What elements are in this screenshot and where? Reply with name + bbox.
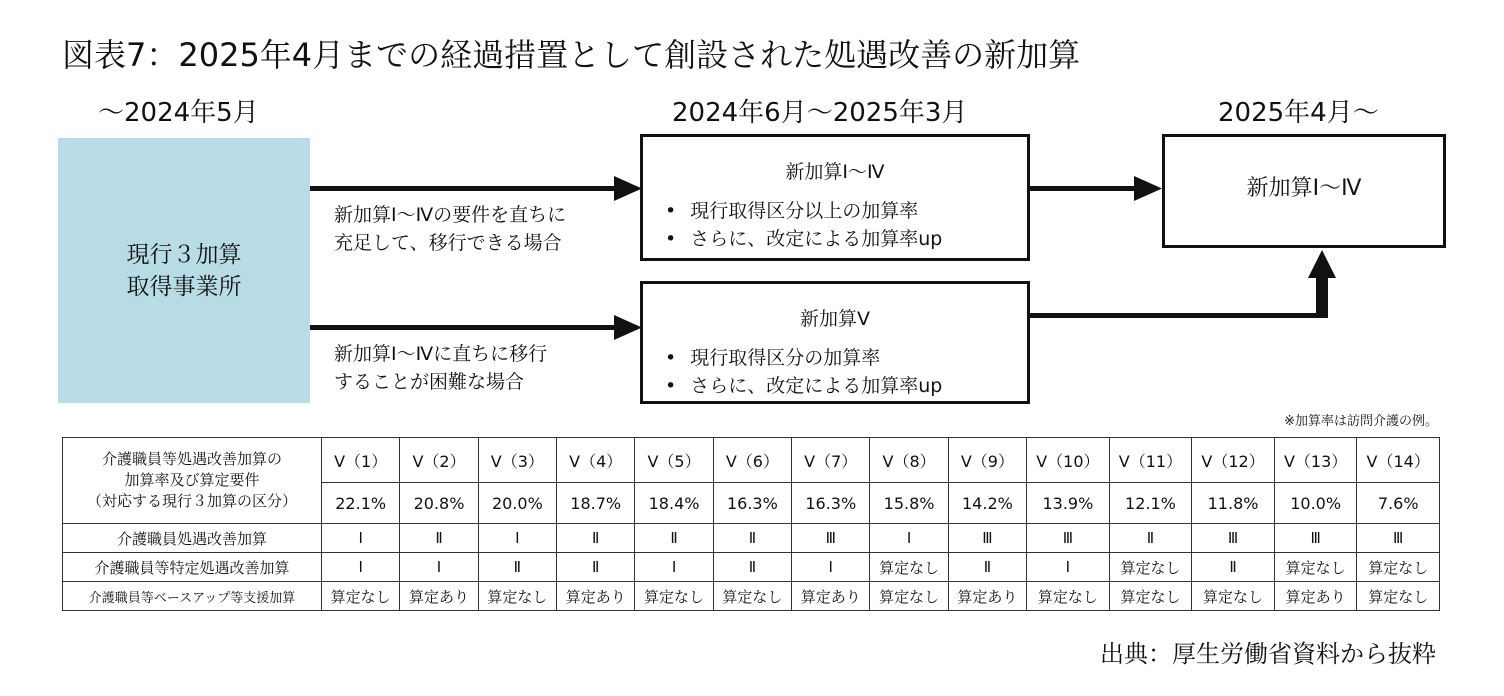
arrow-lower-to-final-vertical [1316, 276, 1328, 318]
rate-cell: 15.8% [870, 483, 948, 524]
column-header-cell: Ⅴ（6） [713, 438, 791, 483]
column-header-cell: Ⅴ（1） [322, 438, 400, 483]
requirement-cell: 算定なし [478, 582, 556, 611]
final-new-addition-box [1162, 134, 1446, 248]
arrow-upper-route-head [614, 176, 642, 201]
arrow-lower-route-head [614, 315, 642, 340]
arrow-upper-to-final-head [1134, 176, 1162, 201]
bullet-item: • さらに、改定による加算率up [665, 225, 942, 253]
requirement-cell: Ⅲ [948, 524, 1026, 553]
requirement-cell: Ⅰ [870, 524, 948, 553]
requirement-cell: Ⅱ [557, 553, 635, 582]
route-upper-line1: 新加算Ⅰ～Ⅳの要件を直ちに [334, 204, 567, 226]
rate-note: ※加算率は訪問介護の例。 [1284, 414, 1438, 429]
rate-cell: 16.3% [792, 483, 870, 524]
requirement-cell: Ⅱ [713, 524, 791, 553]
route-upper-label [334, 201, 566, 257]
current-addition-line2: 取得事業所 [126, 273, 242, 300]
requirement-cell: Ⅲ [792, 524, 870, 553]
requirement-cell: 算定なし [1274, 553, 1357, 582]
table-header-cell [63, 438, 322, 524]
rate-cell: 18.4% [635, 483, 713, 524]
column-header-cell: Ⅴ（9） [948, 438, 1026, 483]
rate-cell: 20.0% [478, 483, 556, 524]
column-header-cell: Ⅴ（14） [1357, 438, 1440, 483]
requirement-cell: Ⅰ [478, 524, 556, 553]
requirement-cell: Ⅱ [1192, 553, 1275, 582]
requirement-cell: 算定あり [400, 582, 478, 611]
column-header-cell: Ⅴ（5） [635, 438, 713, 483]
new-addition-1-4-title: 新加算Ⅰ～Ⅳ [785, 161, 885, 183]
column-header-cell: Ⅴ（8） [870, 438, 948, 483]
requirement-cell: Ⅲ [1357, 524, 1440, 553]
column-header-cell: Ⅴ（3） [478, 438, 556, 483]
bullet-item: • 現行取得区分以上の加算率 [665, 197, 942, 225]
requirement-cell: Ⅱ [400, 524, 478, 553]
arrow-upper-to-final-shaft [1030, 186, 1136, 191]
rate-table [62, 437, 1440, 611]
rate-cell: 7.6% [1357, 483, 1440, 524]
requirement-cell: 算定なし [1109, 582, 1192, 611]
rate-cell: 22.1% [322, 483, 400, 524]
row-label: 介護職員等特定処遇改善加算 [63, 553, 322, 582]
rate-cell: 14.2% [948, 483, 1026, 524]
arrow-upper-route-shaft [310, 186, 616, 191]
requirement-cell: Ⅰ [322, 553, 400, 582]
bullet-item: • さらに、改定による加算率up [665, 372, 942, 400]
requirement-cell: 算定あり [948, 582, 1026, 611]
arrow-lower-to-final-horizontal [1030, 313, 1328, 318]
route-lower-line1: 新加算Ⅰ～Ⅳに直ちに移行 [334, 343, 548, 365]
requirement-cell: Ⅰ [322, 524, 400, 553]
header-line: 加算率及び算定要件 [124, 471, 260, 489]
requirement-cell: 算定なし [870, 582, 948, 611]
new-addition-5-title: 新加算Ⅴ [800, 308, 870, 330]
requirement-cell: 算定なし [1357, 582, 1440, 611]
header-line: 介護職員等処遇改善加算の [101, 450, 282, 468]
requirement-cell: 算定なし [713, 582, 791, 611]
column-header-cell: Ⅴ（7） [792, 438, 870, 483]
row-label: 介護職員等ベースアップ等支援加算 [63, 582, 322, 611]
column-header-cell: Ⅴ（10） [1027, 438, 1110, 483]
requirement-cell: Ⅰ [635, 553, 713, 582]
requirement-cell: 算定なし [1192, 582, 1275, 611]
new-addition-5-bullets [665, 344, 942, 400]
requirement-cell: Ⅲ [1192, 524, 1275, 553]
rate-cell: 11.8% [1192, 483, 1275, 524]
column-header-cell: Ⅴ（4） [557, 438, 635, 483]
new-addition-5-box [640, 281, 1030, 404]
rate-cell: 10.0% [1274, 483, 1357, 524]
source-credit: 出典：厚生労働省資料から抜粋 [1100, 640, 1436, 668]
new-addition-1-4-box [640, 134, 1030, 261]
requirement-cell: 算定なし [870, 553, 948, 582]
requirement-cell: Ⅰ [400, 553, 478, 582]
current-addition-box [58, 138, 310, 403]
page-title: 図表7：2025年4月までの経過措置として創設された処遇改善の新加算 [62, 36, 1081, 74]
requirement-cell: Ⅱ [557, 524, 635, 553]
route-upper-line2: 充足して、移行できる場合 [334, 232, 562, 254]
period-label-transition: 2024年6月～2025年3月 [672, 98, 968, 128]
requirement-cell: Ⅰ [792, 553, 870, 582]
column-header-cell: Ⅴ（13） [1274, 438, 1357, 483]
current-addition-line1: 現行３加算 [126, 241, 242, 268]
rate-cell: 16.3% [713, 483, 791, 524]
final-new-addition-title: 新加算Ⅰ～Ⅳ [1246, 175, 1362, 201]
rate-cell: 18.7% [557, 483, 635, 524]
requirement-cell: Ⅱ [948, 553, 1026, 582]
rate-cell: 12.1% [1109, 483, 1192, 524]
period-label-before: ～2024年5月 [98, 98, 259, 128]
route-lower-line2: することが困難な場合 [334, 371, 525, 393]
column-header-cell: Ⅴ（12） [1192, 438, 1275, 483]
bullet-item: • 現行取得区分の加算率 [665, 344, 942, 372]
requirement-cell: 算定なし [1027, 582, 1110, 611]
requirement-cell: 算定なし [635, 582, 713, 611]
requirement-cell: 算定あり [792, 582, 870, 611]
requirement-cell: Ⅰ [1027, 553, 1110, 582]
header-line: （対応する現行３加算の区分） [86, 492, 297, 510]
rate-cell: 13.9% [1027, 483, 1110, 524]
requirement-cell: Ⅱ [478, 553, 556, 582]
requirement-cell: 算定なし [322, 582, 400, 611]
rate-cell: 20.8% [400, 483, 478, 524]
requirement-cell: Ⅱ [713, 553, 791, 582]
route-lower-label [334, 340, 547, 396]
new-addition-1-4-bullets [665, 197, 942, 253]
arrow-lower-route-shaft [310, 325, 616, 330]
arrow-lower-to-final-head [1308, 250, 1336, 278]
requirement-cell: 算定なし [1109, 553, 1192, 582]
requirement-cell: Ⅲ [1027, 524, 1110, 553]
column-header-cell: Ⅴ（11） [1109, 438, 1192, 483]
requirement-cell: Ⅲ [1274, 524, 1357, 553]
requirement-cell: 算定あり [557, 582, 635, 611]
requirement-cell: Ⅱ [635, 524, 713, 553]
row-label: 介護職員処遇改善加算 [63, 524, 322, 553]
requirement-cell: Ⅱ [1109, 524, 1192, 553]
column-header-cell: Ⅴ（2） [400, 438, 478, 483]
requirement-cell: 算定なし [1357, 553, 1440, 582]
requirement-cell: 算定あり [1274, 582, 1357, 611]
period-label-after: 2025年4月～ [1218, 98, 1379, 128]
